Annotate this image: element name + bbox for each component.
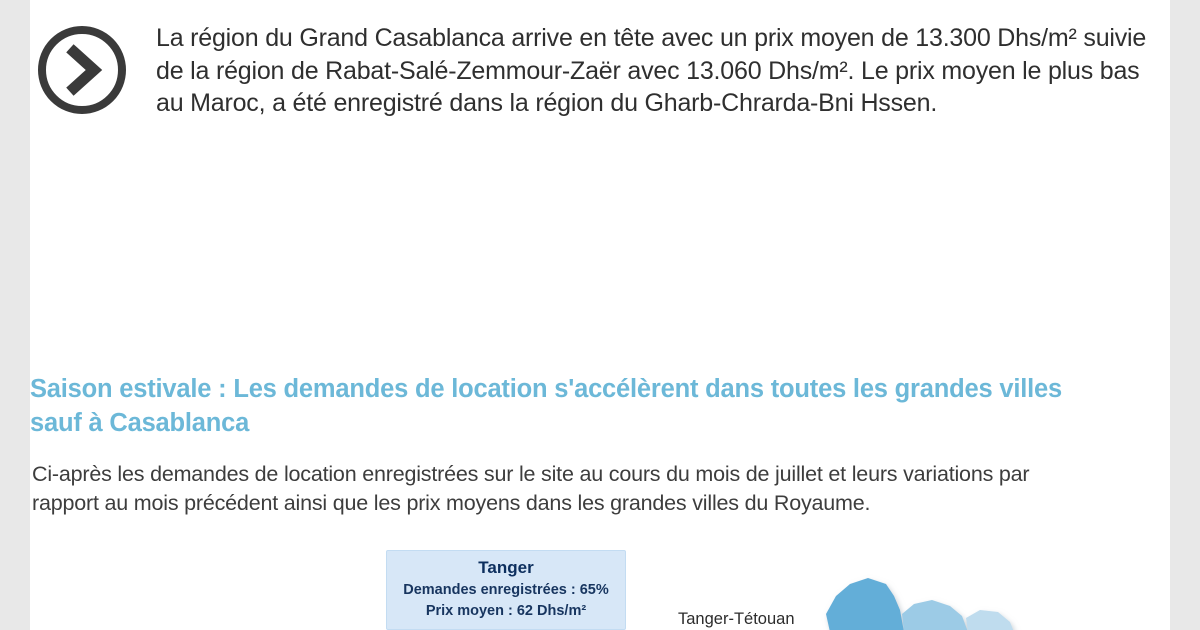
right-gutter (1170, 0, 1200, 630)
callout-text: La région du Grand Casablanca arrive en tête avec un prix moyen de 13.300 Dhs/m² suivie de la région de Rabat-Salé-Zemmour-Zaër avec 13.060 Dhs/m². Le prix moyen le plus bas au Maroc, a été enregistré dans la région du Gharb-Chrarda-Bni Hssen. (156, 24, 1147, 117)
left-gutter (0, 0, 30, 630)
arrow-circle-right-icon (38, 26, 126, 114)
intro-paragraph: Ci-après les demandes de location enregistrées sur le site au cours du mois de juillet et leurs variations par rapport au mois précédent ainsi que les prix moyens dans les grandes villes du Royaume. (32, 461, 1030, 515)
tooltip-price: Prix moyen : 62 Dhs/m² (425, 602, 587, 619)
article-content (30, 0, 1170, 630)
morocco-map-region-shape[interactable] (718, 570, 1058, 630)
tooltip-city-name: Tanger (478, 558, 534, 577)
map-region-label: Tanger-Tétouan (678, 610, 795, 628)
callout-block (30, 22, 1170, 120)
tooltip-demand: Demandes enregistrées : 65% (403, 581, 609, 598)
section-heading: Saison estivale : Les demandes de location s'accélèrent dans toutes les grandes villes sauf à Casablanca (30, 375, 1062, 437)
map-infographic[interactable] (118, 542, 1078, 630)
map-tooltip-card (386, 550, 626, 630)
